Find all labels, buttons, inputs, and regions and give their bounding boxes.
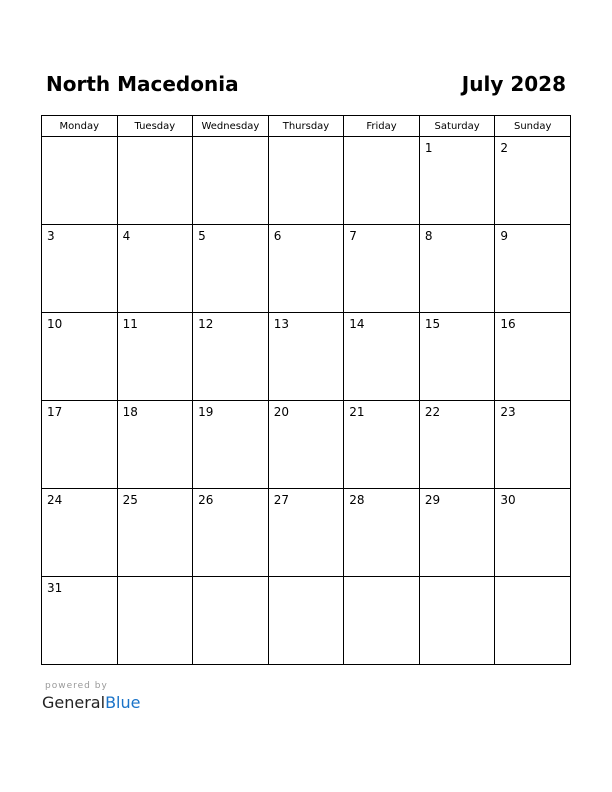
day-cell: [344, 225, 420, 313]
day-number: 27: [273, 493, 289, 507]
day-cell: [419, 577, 495, 665]
day-cell: [193, 577, 269, 665]
day-number: 20: [273, 405, 289, 419]
day-number: [269, 577, 344, 581]
week-row: [42, 489, 571, 577]
day-number: [118, 577, 193, 581]
week-row: [42, 401, 571, 489]
day-cell: [117, 137, 193, 225]
generalblue-logo[interactable]: [42, 693, 140, 713]
day-cell: [193, 489, 269, 577]
day-cell: [419, 313, 495, 401]
day-number: [193, 577, 268, 581]
day-cell: [268, 225, 344, 313]
day-number: [118, 137, 193, 141]
day-number: 15: [424, 317, 441, 331]
day-number: 10: [47, 317, 63, 331]
day-number: 21: [349, 405, 365, 419]
day-cell: [344, 489, 420, 577]
day-cell: [193, 137, 269, 225]
day-number: [344, 577, 419, 581]
weekday-monday: Monday: [42, 116, 118, 137]
day-number: 5: [198, 229, 206, 243]
day-number: 31: [47, 581, 63, 595]
weekday-saturday: Saturday: [419, 116, 495, 137]
day-cell: [42, 225, 118, 313]
day-cell: [42, 137, 118, 225]
day-cell: [495, 401, 571, 489]
weekday-header-row: [42, 116, 571, 137]
day-number: 4: [122, 229, 131, 243]
day-cell: [419, 401, 495, 489]
day-number: 30: [500, 493, 516, 507]
day-number: 28: [349, 493, 365, 507]
weekday-thursday: Thursday: [268, 116, 344, 137]
day-cell: [117, 225, 193, 313]
day-cell: [344, 577, 420, 665]
day-number: 23: [500, 405, 516, 419]
day-number: 14: [349, 317, 365, 331]
powered-by-text: powered by: [45, 681, 108, 691]
weekday-wednesday: Wednesday: [193, 116, 269, 137]
day-cell: [42, 489, 118, 577]
day-cell: [419, 137, 495, 225]
day-number: 9: [500, 229, 509, 243]
day-cell: [193, 225, 269, 313]
day-number: 22: [424, 405, 441, 419]
brand-blue: Blue: [105, 693, 141, 712]
day-number: 17: [47, 405, 63, 419]
day-cell: [268, 489, 344, 577]
day-cell: [117, 577, 193, 665]
day-cell: [495, 489, 571, 577]
day-number: 12: [198, 317, 214, 331]
week-row: [42, 137, 571, 225]
day-cell: [268, 313, 344, 401]
day-number: 25: [122, 493, 138, 507]
day-cell: [268, 137, 344, 225]
day-number: [344, 137, 419, 141]
week-row: [42, 313, 571, 401]
day-number: 1: [424, 141, 433, 155]
day-cell: [344, 313, 420, 401]
day-number: [420, 577, 495, 581]
brand-general: General: [42, 693, 106, 712]
day-cell: [268, 401, 344, 489]
weekday-sunday: Sunday: [495, 116, 571, 137]
day-cell: [117, 313, 193, 401]
day-number: 24: [47, 493, 63, 507]
day-number: 2: [500, 141, 509, 155]
weekday-tuesday: Tuesday: [117, 116, 193, 137]
week-row: [42, 577, 571, 665]
day-cell: [42, 401, 118, 489]
weekday-friday: Friday: [344, 116, 420, 137]
day-number: 18: [122, 405, 138, 419]
day-number: 16: [500, 317, 516, 331]
day-number: 19: [198, 405, 214, 419]
day-cell: [42, 577, 118, 665]
day-cell: [268, 577, 344, 665]
day-number: [495, 577, 570, 581]
day-number: 11: [122, 317, 138, 331]
day-number: 7: [349, 229, 357, 243]
day-number: [42, 137, 117, 141]
day-cell: [193, 313, 269, 401]
day-cell: [419, 225, 495, 313]
day-number: 3: [47, 229, 55, 243]
week-row: [42, 225, 571, 313]
day-cell: [495, 313, 571, 401]
day-cell: [419, 489, 495, 577]
calendar-grid: [41, 115, 571, 665]
day-cell: [117, 401, 193, 489]
day-number: [269, 137, 344, 141]
day-cell: [42, 313, 118, 401]
day-cell: [495, 577, 571, 665]
day-cell: [344, 137, 420, 225]
day-number: 29: [424, 493, 441, 507]
day-cell: [193, 401, 269, 489]
day-number: [193, 137, 268, 141]
day-number: 13: [273, 317, 289, 331]
day-cell: [117, 489, 193, 577]
day-number: 26: [198, 493, 214, 507]
day-cell: [344, 401, 420, 489]
day-number: 6: [273, 229, 282, 243]
day-cell: [495, 225, 571, 313]
country-title: North Macedonia: [46, 72, 239, 96]
day-cell: [495, 137, 571, 225]
month-year-title: July 2028: [461, 72, 566, 96]
day-number: 8: [424, 229, 433, 243]
